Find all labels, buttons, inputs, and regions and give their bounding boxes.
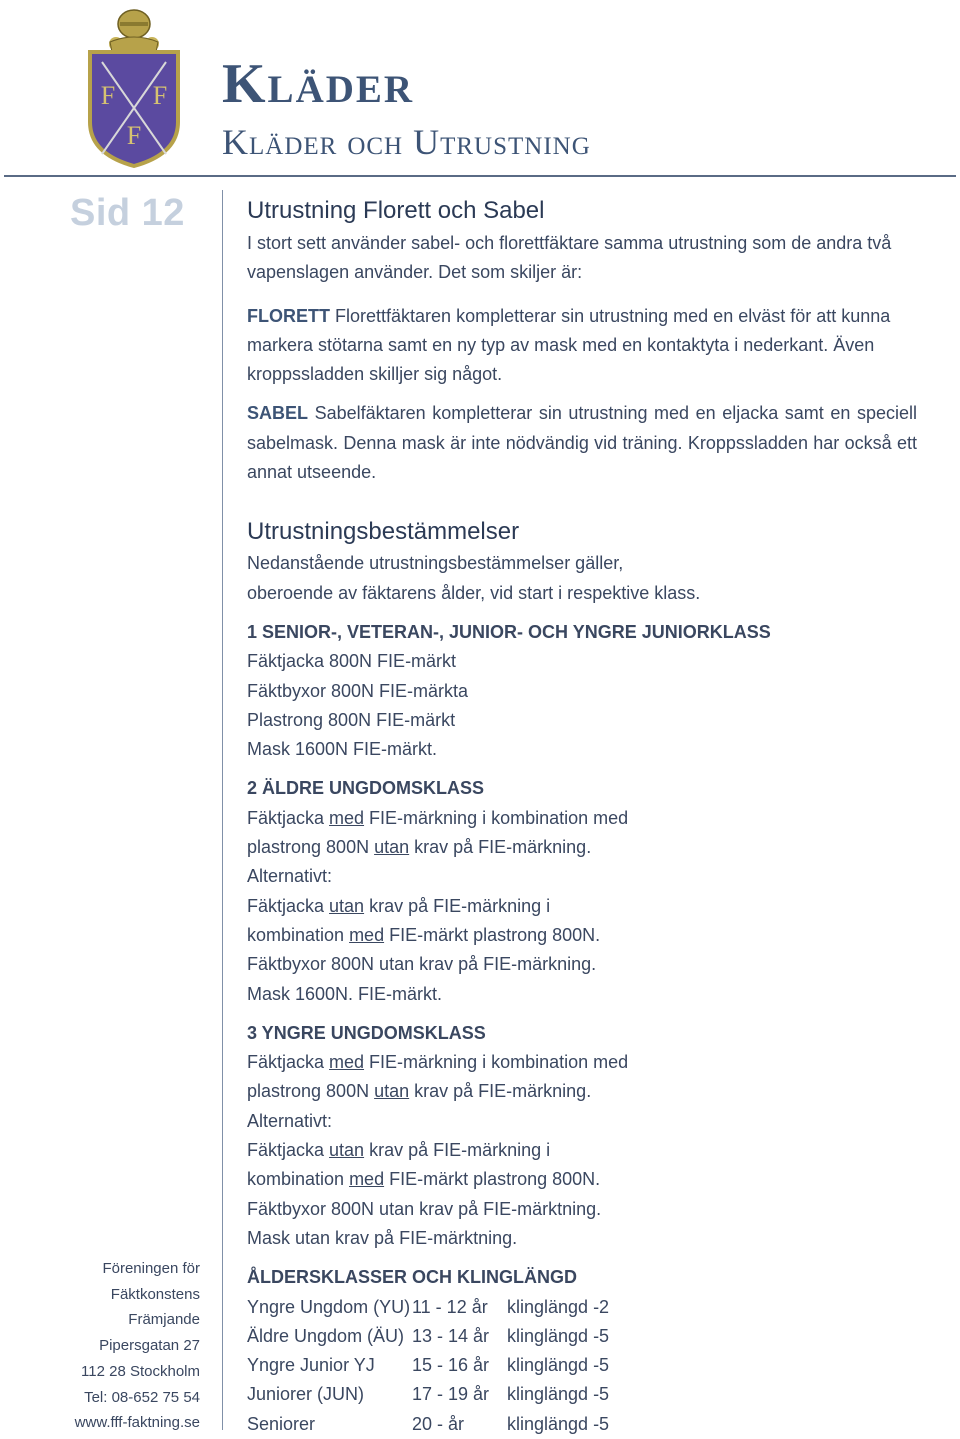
list-item: Fäktbyxor 800N utan krav på FIE-märktning.: [247, 1198, 602, 1219]
fff-logo: [84, 4, 184, 168]
list-item: Fäktbyxor 800N utan krav på FIE-märkning.: [247, 954, 597, 975]
address-line: 112 28 Stockholm: [81, 1362, 200, 1380]
sabel-paragraph: [247, 399, 917, 487]
sabel-keyword: SABEL: [247, 403, 309, 424]
ages-heading: ÅLDERSKLASSER OCH KLINGLÄNGD: [247, 1267, 578, 1288]
class1-heading: 1 SENIOR-, VETERAN-, JUNIOR- OCH YNGRE JUNIORKLASS: [247, 621, 771, 642]
age-range-cell: 17 - 19 år: [412, 1384, 490, 1405]
sabel-text: Sabelfäktaren kompletterar sin utrustning med en eljacka samt en speciell sabelmask. Denna mask är inte nödvändig vid träning. Kroppssladden har också ett annat utseende.: [247, 403, 917, 483]
blade-length-cell: klinglängd -5: [507, 1325, 610, 1346]
age-range-cell: 15 - 16 år: [412, 1355, 490, 1376]
list-item: Fäktjacka utan krav på FIE-märkning i: [247, 895, 551, 916]
section-heading-equipment: Utrustning Florett och Sabel: [247, 197, 545, 224]
age-class-cell: Äldre Ungdom (ÄU): [247, 1325, 405, 1346]
age-range-cell: 13 - 14 år: [412, 1325, 490, 1346]
age-range-cell: 11 - 12 år: [412, 1296, 488, 1317]
crest-icon: [84, 4, 184, 168]
column-divider: [222, 190, 223, 1430]
class2-list: [247, 804, 917, 1009]
table-row: [247, 1293, 609, 1322]
class2-heading: 2 ÄLDRE UNGDOMSKLASS: [247, 778, 485, 799]
florett-paragraph: [247, 302, 917, 390]
main-content: [247, 196, 917, 1439]
header-divider: [4, 175, 956, 177]
address-line: Främjande: [128, 1311, 200, 1329]
list-item: plastrong 800N utan krav på FIE-märkning.: [247, 1081, 592, 1102]
address-line: Fäktkonstens: [110, 1285, 200, 1303]
address-line: Föreningen för: [102, 1260, 200, 1277]
class1-list: [247, 647, 917, 764]
florett-text: Florettfäktaren kompletterar sin utrustning med en elväst för att kunna markera stötarna samt en ny typ av mask med en kontaktyta i nederkant. Även kroppssladden skilljer sig något.: [247, 305, 891, 385]
age-range-cell: 20 - år: [412, 1413, 465, 1434]
age-class-table: [247, 1293, 609, 1439]
list-item: Alternativt:: [247, 1110, 333, 1131]
list-item: Mask 1600N FIE-märkt.: [247, 739, 438, 760]
blade-length-cell: klinglängd -2: [507, 1296, 610, 1317]
intro-paragraph: I stort sett använder sabel- och florettfäktare samma utrustning som de andra två vapenslagen använder. Det som skiljer är:: [247, 233, 892, 283]
list-item: Plastrong 800N FIE-märkt: [247, 709, 456, 730]
list-item: Fäktjacka 800N FIE-märkt: [247, 651, 457, 672]
address-website: www.fff-faktning.se: [74, 1414, 200, 1432]
age-class-cell: Juniorer (JUN): [247, 1384, 365, 1405]
table-row: [247, 1380, 609, 1409]
class3-list: [247, 1048, 917, 1253]
address-line: Pipersgatan 27: [99, 1337, 200, 1355]
section-heading-rules: Utrustningsbestämmelser: [247, 518, 520, 546]
age-class-cell: Yngre Junior YJ: [247, 1355, 375, 1376]
table-row: [247, 1322, 609, 1351]
rules-intro-line-1: Nedanstående utrustningsbestämmelser gäller,: [247, 553, 624, 574]
logo-letter-2: F: [152, 81, 168, 110]
age-class-cell: Yngre Ungdom (YU): [247, 1296, 411, 1317]
list-item: kombination med FIE-märkt plastrong 800N.: [247, 924, 601, 945]
list-item: Alternativt:: [247, 866, 333, 887]
list-item: Fäktjacka med FIE-märkning i kombination med: [247, 807, 629, 828]
club-address: [75, 1256, 200, 1436]
blade-length-cell: klinglängd -5: [507, 1384, 610, 1405]
list-item: Fäktjacka utan krav på FIE-märkning i: [247, 1140, 551, 1161]
list-item: Mask utan krav på FIE-märktning.: [247, 1227, 518, 1248]
page-title: Kläder: [222, 53, 415, 115]
list-item: Fäktbyxor 800N FIE-märkta: [247, 680, 469, 701]
table-row: [247, 1351, 609, 1380]
list-item: plastrong 800N utan krav på FIE-märkning.: [247, 837, 592, 858]
rules-intro-line-2: oberoende av fäktarens ålder, vid start i respektive klass.: [247, 582, 701, 603]
address-phone: Tel: 08-652 75 54: [84, 1388, 200, 1406]
logo-letter-3: F: [126, 121, 142, 150]
list-item: Mask 1600N. FIE-märkt.: [247, 983, 443, 1004]
page-number: Sid 12: [70, 192, 185, 234]
blade-length-cell: klinglängd -5: [507, 1355, 610, 1376]
logo-letter-1: F: [100, 81, 116, 110]
class3-heading: 3 YNGRE UNGDOMSKLASS: [247, 1022, 486, 1043]
page-subtitle: Kläder och Utrustning: [222, 122, 591, 162]
florett-keyword: FLORETT: [247, 305, 330, 326]
blade-length-cell: klinglängd -5: [507, 1413, 610, 1434]
age-class-cell: Seniorer: [247, 1413, 316, 1434]
list-item: kombination med FIE-märkt plastrong 800N.: [247, 1169, 601, 1190]
list-item: Fäktjacka med FIE-märkning i kombination med: [247, 1052, 629, 1073]
